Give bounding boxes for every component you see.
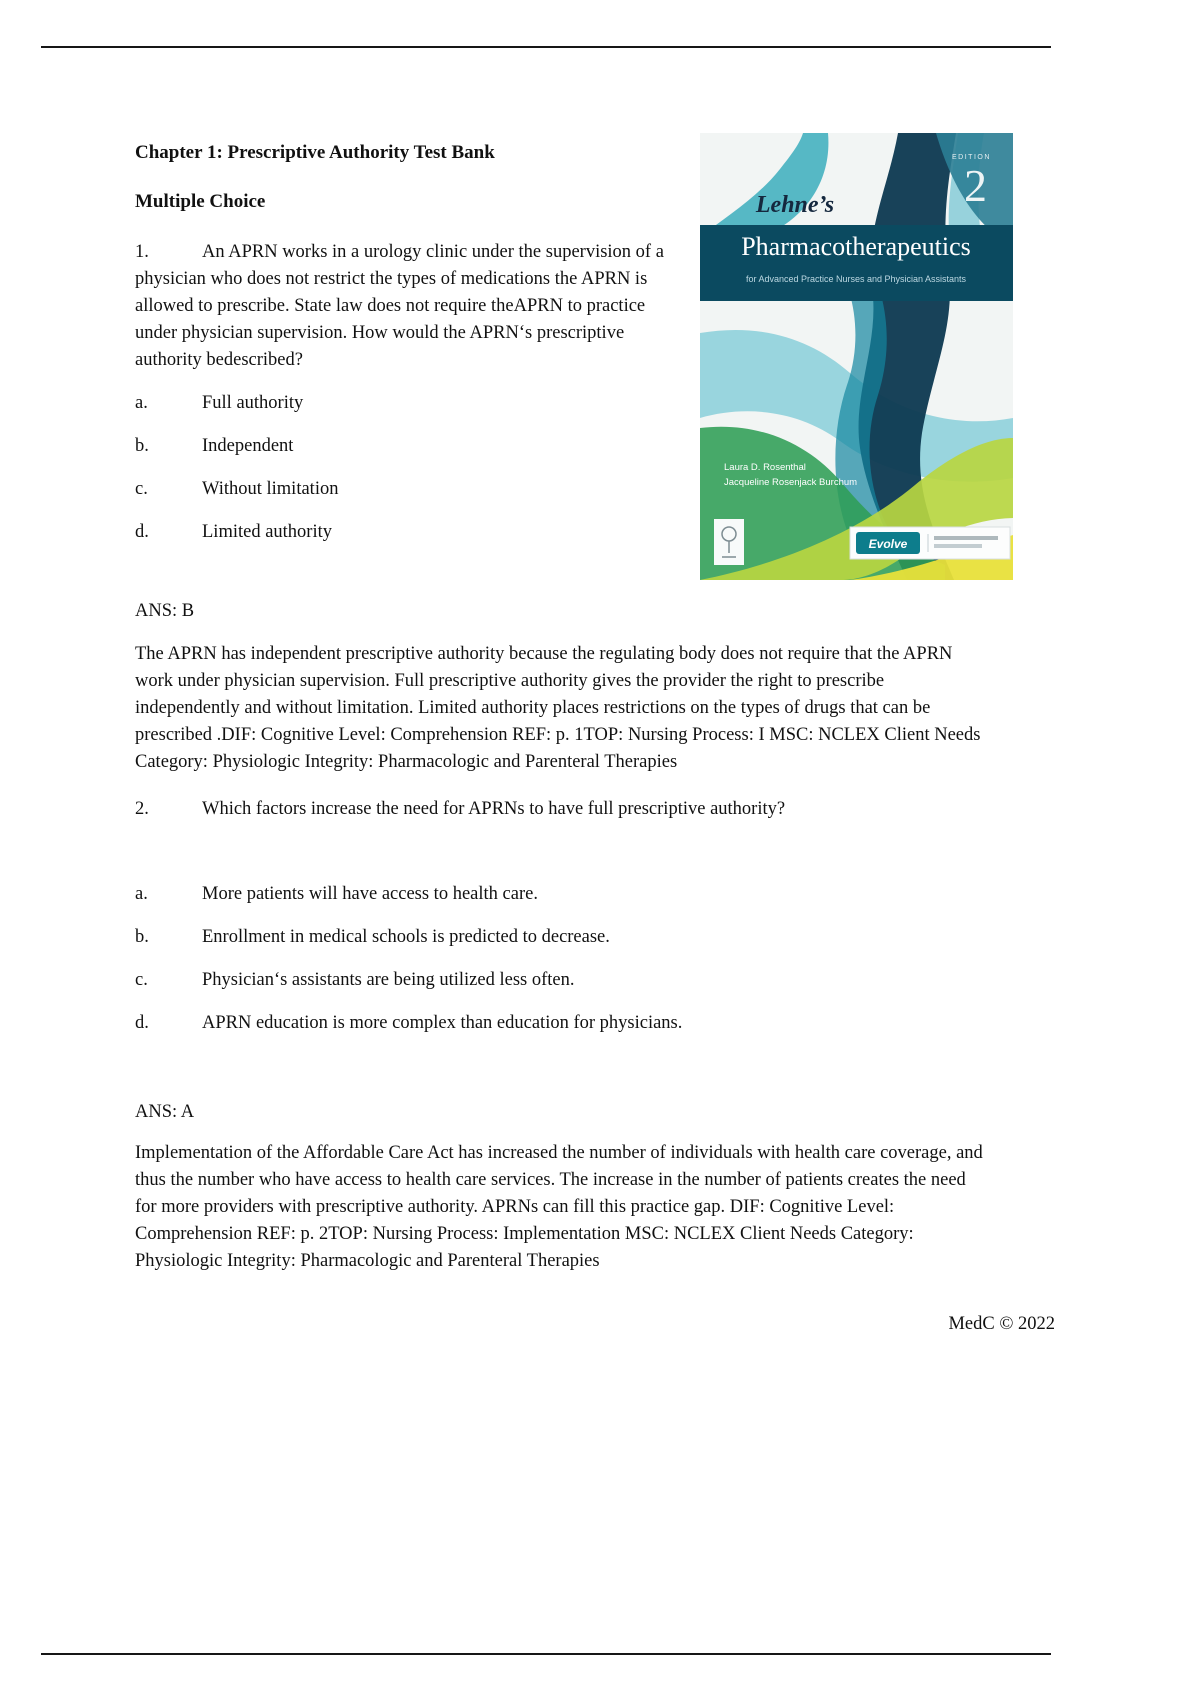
options-list	[135, 881, 987, 1037]
edition-word: EDITION	[952, 154, 991, 161]
cover-title: Pharmacotherapeutics	[741, 232, 971, 261]
option-letter: c.	[135, 479, 148, 499]
evolve-logo-label: Evolve	[868, 537, 908, 551]
top-rule	[41, 46, 1051, 48]
option-letter: a.	[135, 884, 148, 904]
option-letter: d.	[135, 1013, 149, 1033]
answer-option	[135, 967, 987, 994]
question-number: 2.	[135, 799, 149, 819]
answer-label: ANS: A	[135, 1102, 195, 1122]
section-heading: Multiple Choice	[135, 191, 266, 212]
option-text: Physician‘s assistants are being utilized less often.	[202, 970, 575, 990]
bottom-rule	[41, 1653, 1051, 1655]
option-text: Without limitation	[202, 479, 339, 499]
answer-option	[135, 1010, 987, 1037]
question-body: Which factors increase the need for APRNs to have full prescriptive authority?	[202, 799, 786, 819]
option-letter: b.	[135, 927, 149, 947]
book-cover-art	[700, 133, 1013, 580]
author-name: Laura D. Rosenthal	[724, 462, 806, 473]
option-text: Limited authority	[202, 522, 332, 542]
cover-imprint: Lehne’s	[755, 192, 835, 218]
author-name: Jacqueline Rosenjack Burchum	[724, 477, 858, 488]
book-cover	[700, 133, 1013, 580]
option-text: Independent	[202, 436, 294, 456]
rationale-text: Implementation of the Affordable Care Act has increased the number of individuals with health care coverage, and thus the number who have access to health care services. The increase in the number of patients creates the need for more providers with prescriptive authority. APRNs can fill this practice gap. DIF: Cognitive Level: Comprehension REF: p. 2TOP: Nursing Process: Implementation MSC: NCLEX Client Needs Category: Physiologic Integrity: Pharmacologic and Parenteral Therapies	[135, 1143, 983, 1271]
page-footer: MedC © 2022	[948, 1314, 1055, 1334]
option-letter: b.	[135, 436, 149, 456]
option-text: More patients will have access to health care.	[202, 884, 538, 904]
answer-option	[135, 881, 987, 908]
question-body: An APRN works in a urology clinic under the supervision of a physician who does not restrict the types of medications the APRN is allowed to prescribe. State law does not require theAPRN to practice under physician supervision. How would the APRN‘s prescriptive authority bedescribed?	[135, 242, 664, 370]
page-title: Chapter 1: Prescriptive Authority Test Bank	[135, 142, 495, 163]
answer-label: ANS: B	[135, 601, 195, 621]
question-text	[135, 796, 987, 823]
option-text: APRN education is more complex than education for physicians.	[202, 1013, 683, 1033]
answer-option	[135, 924, 987, 951]
question-number: 1.	[135, 242, 149, 262]
option-letter: d.	[135, 522, 149, 542]
edition-number: 2	[964, 160, 987, 211]
document-content	[135, 139, 1055, 1338]
cover-subtitle: for Advanced Practice Nurses and Physician Assistants	[745, 274, 967, 284]
option-letter: c.	[135, 970, 148, 990]
evolve-fine-print	[934, 544, 982, 548]
rationale-text: The APRN has independent prescriptive authority because the regulating body does not require that the APRN work under physician supervision. Full prescriptive authority gives the provider the right to prescribe independently and without limitation. Limited authority places restrictions on the types of drugs that can be prescribed .DIF: Cognitive Level: Comprehension REF: p. 1TOP: Nursing Process: I MSC: NCLEX Client Needs Category: Physiologic Integrity: Pharmacologic and Parenteral Therapies	[135, 644, 981, 772]
evolve-fine-print	[934, 536, 998, 540]
option-text: Full authority	[202, 393, 304, 413]
option-text: Enrollment in medical schools is predicted to decrease.	[202, 927, 610, 947]
option-letter: a.	[135, 393, 148, 413]
